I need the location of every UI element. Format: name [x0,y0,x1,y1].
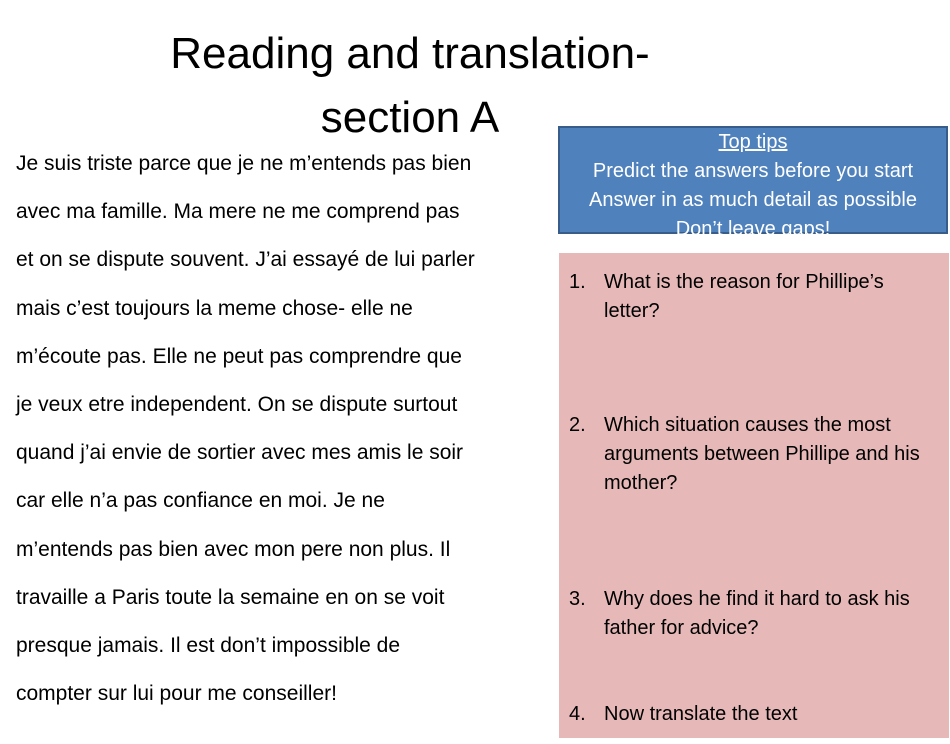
passage-line: quand j’ai envie de sortier avec mes amis le soir [16,441,464,465]
passage-line: avec ma famille. Ma mere ne me comprend pas [16,200,460,224]
title-line-1: Reading and translation- [170,29,650,78]
passage-line: car elle n’a pas confiance en moi. Je ne [16,489,385,513]
tip-item: Answer in as much detail as possible [589,189,917,211]
questions-box [559,253,949,738]
passage-line: m’écoute pas. Elle ne peut pas comprendre que [16,344,462,368]
question-text: Now translate the text [604,703,798,725]
passage-line: m’entends pas bien avec mon pere non plus. Il [16,537,451,561]
question-text: Which situation causes the most arguments between Phillipe and his mother? [604,414,920,494]
question-number: 4. [569,703,586,725]
question-number: 2. [569,414,586,436]
passage-line: et on se dispute souvent. J’ai essayé de lui parler [16,248,475,272]
title-line-2: section A [320,93,500,142]
question-text: Why does he find it hard to ask his father for advice? [604,588,910,639]
top-tips-box [558,126,948,240]
passage-line: je veux etre independent. On se dispute surtout [16,393,458,417]
passage-line: mais c’est toujours la meme chose- elle ne [16,296,413,320]
tip-item: Don’t leave gaps! [675,218,831,240]
passage-line: travaille a Paris toute la semaine en on se voit [16,585,445,609]
passage-line: compter sur lui pour me conseiller! [16,682,337,706]
question-number: 1. [569,271,586,293]
passage-line: Je suis triste parce que je ne m’entends pas bien [16,152,472,175]
french-passage [16,140,546,718]
question-text: What is the reason for Phillipe’s letter? [604,271,884,322]
tips-heading: Top tips [718,131,788,153]
tip-item: Predict the answers before you start [592,160,914,182]
passage-line: presque jamais. Il est don’t impossible de [16,634,401,658]
question-number: 3. [569,588,586,610]
